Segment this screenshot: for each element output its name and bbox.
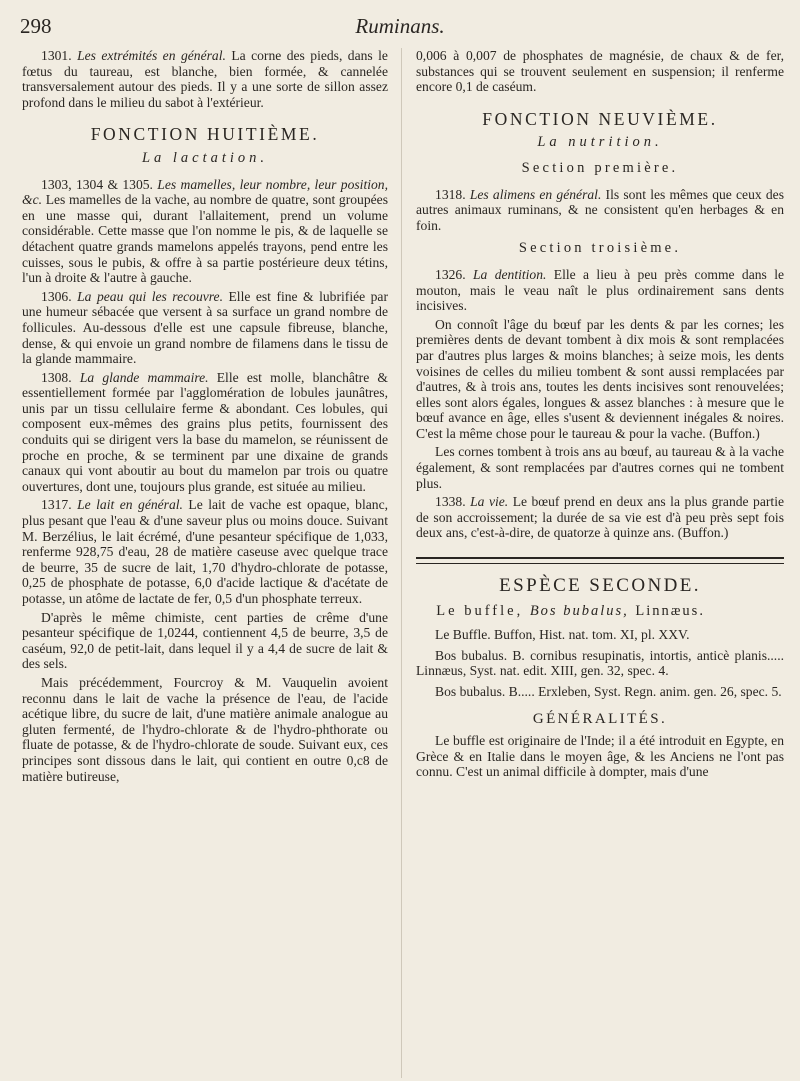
paragraph-text: Le lait de vache est opaque, blanc, plus pesant que l'eau & d'une saveur plus ou moins douce. Suivant M. Berzélius, le lait écrémé, d'une pesanteur spécifique de 1,033, renferme 928,75 d'eau, 28 de matière caseuse avec quelque trace de beurre, 35 de sucre de lait, 1,70 d'hydro-chlorate de potasse, 0,25 de phosphate de potasse, 6,0 d'acide lactique & d'acétate de potasse, un atôme de lactate de fer, 0,5 d'un phosphate terreux. bbox=[22, 497, 388, 606]
paragraph-title: Les alimens en général. bbox=[469, 186, 602, 202]
section-troisieme-heading: Section troisième. bbox=[518, 240, 682, 257]
paragraph-text: Le bœuf prend en deux ans la plus grande partie de son accroissement; la durée de sa vie est d'à peu près sept fois deux ans, c'est-à-dire, de quatorze à quinze ans. (Buffon.) bbox=[416, 494, 785, 541]
paragraph-text: Les mamelles de la vache, au nombre de quatre, sont groupées en une masse qui, durant l'allaitement, prend un volume considérable. Cette masse que l'on nomme le pis, & de laquelle se détachent quatre grands mamelons appelés trayons, pend entre les cuisses, sous le pubis, & offre à sa partie postérieure deux tétins, l'un à droite & l'autre à gauche. bbox=[22, 192, 389, 286]
paragraph-number: 1317. bbox=[41, 497, 72, 513]
paragraph-title: La vie. bbox=[470, 494, 509, 510]
section-premiere-heading: Section première. bbox=[521, 159, 679, 176]
paragraph-age: On connoît l'âge du bœuf par les dents & par les cornes; les premières dents de devant tombent à dix mois & sont remplacées par d'autres plus larges & moins blanches; à seize mois, les dents voisines de celles du milieu tombent & sont aussi remplacées par d'autres, & à trois ans, toutes les dents incisives sont renouvelées; elles sont alors égales, longues & assez blanches : à mesure que le bœuf avance en âge, elles s'usent & deviennent inégales & noires. C'est la même chose pour le taureau & pour la vache. (Buffon.) bbox=[416, 316, 784, 441]
section-title-fonction-9: FONCTION NEUVIÈME. bbox=[482, 108, 718, 129]
paragraph-title: Le lait en général. bbox=[77, 497, 183, 513]
paragraph-continuation: 0,006 à 0,007 de phosphates de magnésie, de chaux & de fer, substances qui se trouvent seulement en suspension; il renferme encore 0,1 de caséum. bbox=[416, 48, 784, 95]
paragraph-text: Elle est fine & lubrifiée par une humeur sébacée que versent à sa surface un grand nombre de follicules. Au-dessous d'elle est une capsule fibreuse, blanche, dense, & qui envoie un grand nombre de filamens dans le tissu de la glande mammaire. bbox=[22, 288, 388, 367]
bibliography-entry-erxleben: Bos bubalus. B..... Erxleben, Syst. Regn. anim. gen. 26, spec. 5. bbox=[435, 684, 782, 699]
bibliography-entry-linnaeus: Bos bubalus. B. cornibus resupinatis, intortis, anticè planis..... Linnæus, Syst. nat. edit. XIII, gen. 32, spec. 4. bbox=[416, 647, 784, 679]
paragraph-number: 1303, 1304 & 1305. bbox=[41, 176, 153, 192]
espece-seconde-heading: ESPÈCE SECONDE. bbox=[499, 575, 701, 597]
paragraph-cornes: Les cornes tombent à trois ans au bœuf, au taureau & à la vache également, & sont remplacées par d'autres cornes qui ne tombent plus. bbox=[416, 444, 784, 491]
paragraph-1318 bbox=[416, 187, 784, 234]
paragraph-1308 bbox=[22, 370, 388, 495]
section-title-fonction-8: FONCTION HUITIÈME. bbox=[90, 124, 320, 145]
paragraph-title: Les mamelles, leur nombre, leur position, &c. bbox=[22, 176, 388, 208]
paragraph-title: Les extrémités en général. bbox=[77, 48, 226, 63]
paragraph-chimiste: D'après le même chimiste, cent parties de crême d'une pesanteur spécifique de 1,0244, contiennent 4,5 de beurre, 3,5 de caséum, 92,0 de petit-lait, dans lequel il y a 4,4 de sucre de lait & des sels. bbox=[22, 609, 388, 672]
column-divider bbox=[401, 48, 402, 1078]
paragraph-1306 bbox=[22, 289, 388, 367]
paragraph-number: 1318. bbox=[435, 186, 466, 202]
buffle-name: Le buffle, bbox=[436, 602, 524, 619]
buffle-title bbox=[416, 604, 784, 620]
page-header bbox=[16, 10, 784, 40]
section-subtitle-lactation: La lactation. bbox=[141, 149, 269, 166]
right-column bbox=[416, 48, 784, 783]
buffle-author: Linnæus. bbox=[635, 602, 705, 619]
paragraph-text: Elle a lieu à peu près comme dans le mouton, mais le veau naît le plus ordinairement sans dents incisives. bbox=[416, 266, 784, 314]
section-subtitle-nutrition: La nutrition. bbox=[537, 134, 663, 151]
paragraph-1303 bbox=[22, 177, 388, 286]
paragraph-1326 bbox=[416, 267, 784, 314]
paragraph-number: 1308. bbox=[41, 369, 72, 385]
paragraph-1317 bbox=[22, 497, 388, 606]
paragraph-text: Elle est molle, blanchâtre & essentiellement formée par l'agglomération de lobules jaunâtres, unis par un tissu cellulaire ferme & abondant. Ces lobules, qui composent eux-mêmes des grains plus petits, fournissent des conduits qui se dirigent vers la base du mamelon, se réunissent de proche en proche, & se terminent par une dixaine de grands canaux qui vont aboutir au bout du mamelon par trois ou quatre ouvertures, dont une, toujours plus grande, est située au milieu. bbox=[22, 369, 388, 494]
paragraph-number: 1301. bbox=[41, 48, 72, 63]
paragraph-number: 1326. bbox=[435, 266, 466, 282]
double-rule-divider bbox=[416, 557, 784, 564]
paragraph-number: 1306. bbox=[41, 288, 72, 304]
paragraph-text: Ils sont les mêmes que ceux des autres animaux ruminans, & ne consistent qu'en herbages & en foin. bbox=[416, 186, 784, 233]
paragraph-title: La glande mammaire. bbox=[79, 369, 209, 385]
paragraph-1301 bbox=[22, 48, 388, 110]
paragraph-generalites: Le buffle est originaire de l'Inde; il a été introduit en Egypte, en Grèce & en Italie dans le moyen âge, & les Anciens ne l'ont pas connu. C'est un animal difficile à dompter, mais d'une bbox=[416, 733, 784, 780]
paragraph-number: 1338. bbox=[435, 494, 466, 510]
page-number: 298 bbox=[20, 14, 52, 38]
paragraph-1338 bbox=[416, 494, 784, 541]
left-column bbox=[22, 48, 388, 787]
paragraph-title: La peau qui les recouvre. bbox=[77, 288, 223, 304]
bibliography-entry-buffon: Le Buffle. Buffon, Hist. nat. tom. XI, pl. XXV. bbox=[435, 627, 690, 643]
paragraph-vauquelin: Mais précédemment, Fourcroy & M. Vauquelin avoient reconnu dans le lait de vache la présence de l'eau, de l'acide acétique libre, du sucre de lait, d'une matière animale analogue au gluten fermenté, de l'hydro-chlorate & de l'hydro-phthorate ou fluate de potasse, & de l'hydro-chlorate de soude. Suivant eux, ces principes sont dissous dans le lait, qui contient en outre 0,c8 de matière butireuse, bbox=[22, 674, 388, 784]
paragraph-title: La dentition. bbox=[472, 266, 547, 282]
running-title: Ruminans. bbox=[355, 14, 445, 38]
buffle-latin-name: Bos bubalus, bbox=[529, 602, 629, 619]
paragraph-text: La corne des pieds, dans le fœtus du taureau, est blanche, bien formée, & cannelée transversalement autour des pieds. Il y a une sorte de sillon assez profond dans le milieu du sabot à l'extérieur. bbox=[22, 48, 388, 110]
generalites-heading: GÉNÉRALITÉS. bbox=[532, 710, 668, 727]
